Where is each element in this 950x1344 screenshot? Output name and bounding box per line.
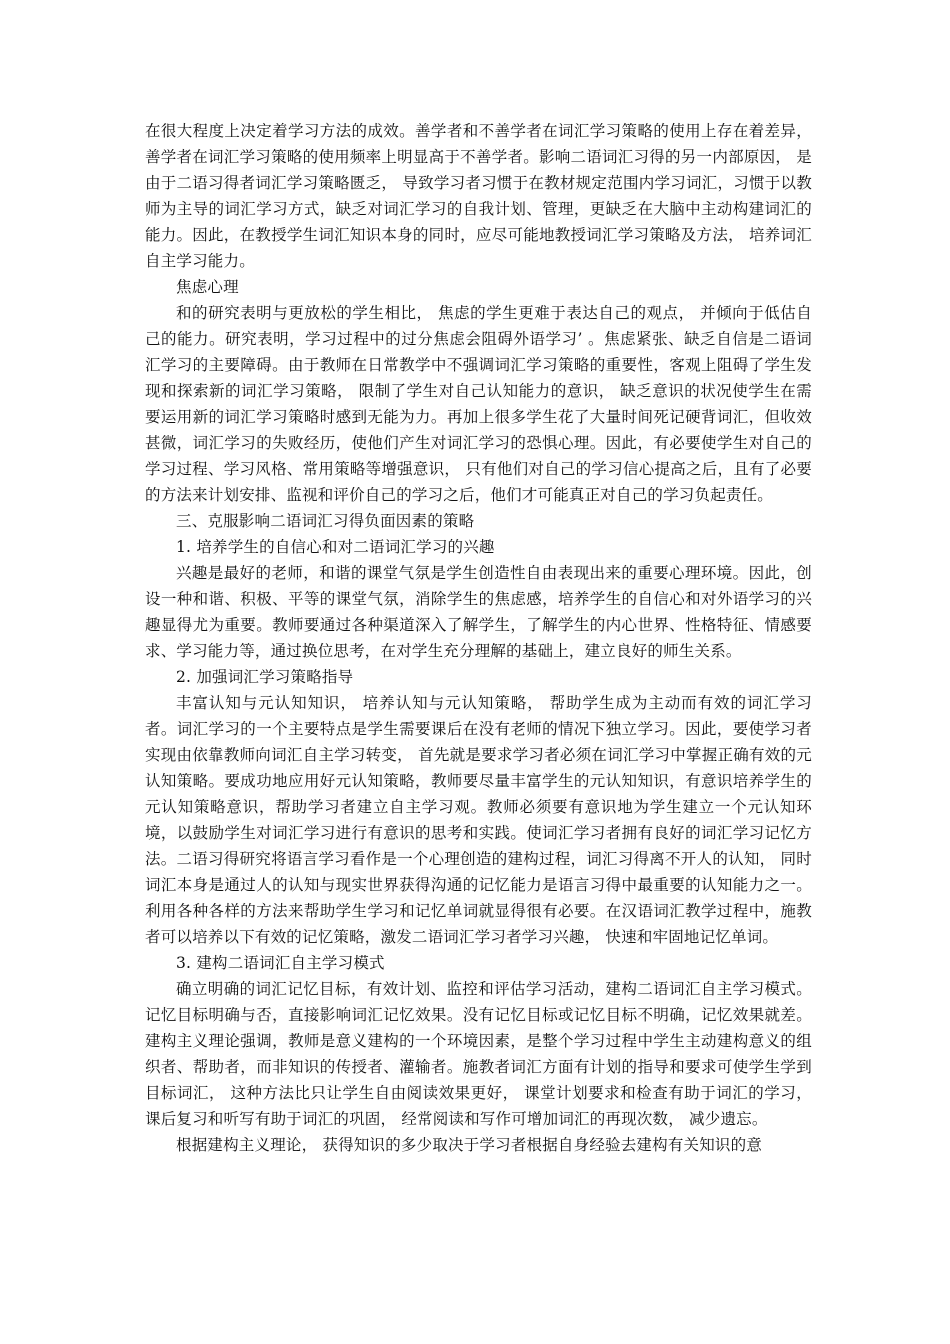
paragraph-anxiety: 和的研究表明与更放松的学生相比， 焦虑的学生更难于表达自己的观点， 并倾向于低估自己的能力。研究表明，学习过程中的过分焦虑会阻碍外语学习’ 。焦虑紧张、缺乏自信是二语词汇学习的主要障碍。由于教师在日常教学中不强调词汇学习策略的重要性，客观上阻碍了学生发现和探索新的词汇学习策略， 限制了学生对自己认知能力的意识， 缺乏意识的状况使学生在需要运用新的词汇学习策略时感到无能为力。再加上很多学生花了大量时间死记硬背词汇，但收效甚微，词汇学习的失败经历，使他们产生对词汇学习的恐惧心理。因此，有必要使学生对自己的学习过程、学习风格、常用策略等增强意识， 只有他们对自己的学习信心提高之后，且有了必要的方法来计划安排、监视和评价自己的学习之后，他们才可能真正对自己的学习负起责任。 xyxy=(145,304,812,504)
paragraph-autonomous-model: 确立明确的词汇记忆目标，有效计划、监控和评估学习活动，建构二语词汇自主学习模式。记忆目标明确与否，直接影响词汇记忆效果。没有记忆目标或记忆目标不明确，记忆效果就差。建构主义理论强调，教师是意义建构的一个环境因素，是整个学习过程中学生主动建构意义的组织者、帮助者，而非知识的传授者、灌输者。施教者词汇方面有计划的指导和要求可使学生学到目标词汇， 这种方法比只让学生自由阅读效果更好， 课堂计划要求和检查有助于词汇的学习， 课后复习和听写有助于词汇的巩固， 经常阅读和写作可增加词汇的再现次数， 减少遗忘。 xyxy=(145,980,812,1128)
heading-subsection-1: 1. 培养学生的自信心和对二语词汇学习的兴趣 xyxy=(176,538,495,556)
paragraph-learning-strategy: 在很大程度上决定着学习方法的成效。善学者和不善学者在词汇学习策略的使用上存在着差异，善学者在词汇学习策略的使用频率上明显高于不善学者。影响二语词汇习得的另一内部原因， 是由于二语习得者词汇学习策略匮乏， 导致学习者习惯于在教材规定范围内学习词汇，习惯于以教师为主导的词汇学习方式，缺乏对词汇学习的自我计划、管理，更缺乏在大脑中主动构建词汇的能力。因此，在教授学生词汇知识本身的同时，应尽可能地教授词汇学习策略及方法， 培养词汇自主学习能力。 xyxy=(145,122,812,270)
document-page xyxy=(145,118,812,1158)
paragraph-constructivism: 根据建构主义理论， 获得知识的多少取决于学习者根据自身经验去建构有关知识的意 xyxy=(176,1136,763,1154)
heading-subsection-3: 3. 建构二语词汇自主学习模式 xyxy=(176,954,385,972)
heading-subsection-2: 2. 加强词汇学习策略指导 xyxy=(176,668,354,686)
paragraph-interest: 兴趣是最好的老师，和谐的课堂气氛是学生创造性自由表现出来的重要心理环境。因此，创设一种和谐、积极、平等的课堂气氛，消除学生的焦虑感，培养学生的自信心和对外语学习的兴趣显得尤为重要。教师要通过各种渠道深入了解学生，了解学生的内心世界、性格特征、情感要求、学习能力等，通过换位思考，在对学生充分理解的基础上，建立良好的师生关系。 xyxy=(145,564,812,660)
paragraph-strategy-guidance: 丰富认知与元认知知识， 培养认知与元认知策略， 帮助学生成为主动而有效的词汇学习者。词汇学习的一个主要特点是学生需要课后在没有老师的情况下独立学习。因此，要使学习者实现由依靠教师向词汇自主学习转变， 首先就是要求学习者必须在词汇学习中掌握正确有效的元认知策略。要成功地应用好元认知策略，教师要尽量丰富学生的元认知知识，有意识培养学生的元认知策略意识，帮助学习者建立自主学习观。教师必须要有意识地为学生建立一个元认知环境，以鼓励学生对词汇学习进行有意识的思考和实践。使词汇学习者拥有良好的词汇学习记忆方法。二语习得研究将语言学习看作是一个心理创造的建构过程，词汇习得离不开人的认知， 同时词汇本身是通过人的认知与现实世界获得沟通的记忆能力是语言习得中最重要的认知能力之一。利用各种各样的方法来帮助学生学习和记忆单词就显得很有必要。在汉语词汇教学过程中，施教者可以培养以下有效的记忆策略，激发二语词汇学习者学习兴趣， 快速和牢固地记忆单词。 xyxy=(145,694,812,946)
heading-section-3: 三、克服影响二语词汇习得负面因素的策略 xyxy=(176,512,475,530)
heading-anxiety: 焦虑心理 xyxy=(176,278,239,296)
